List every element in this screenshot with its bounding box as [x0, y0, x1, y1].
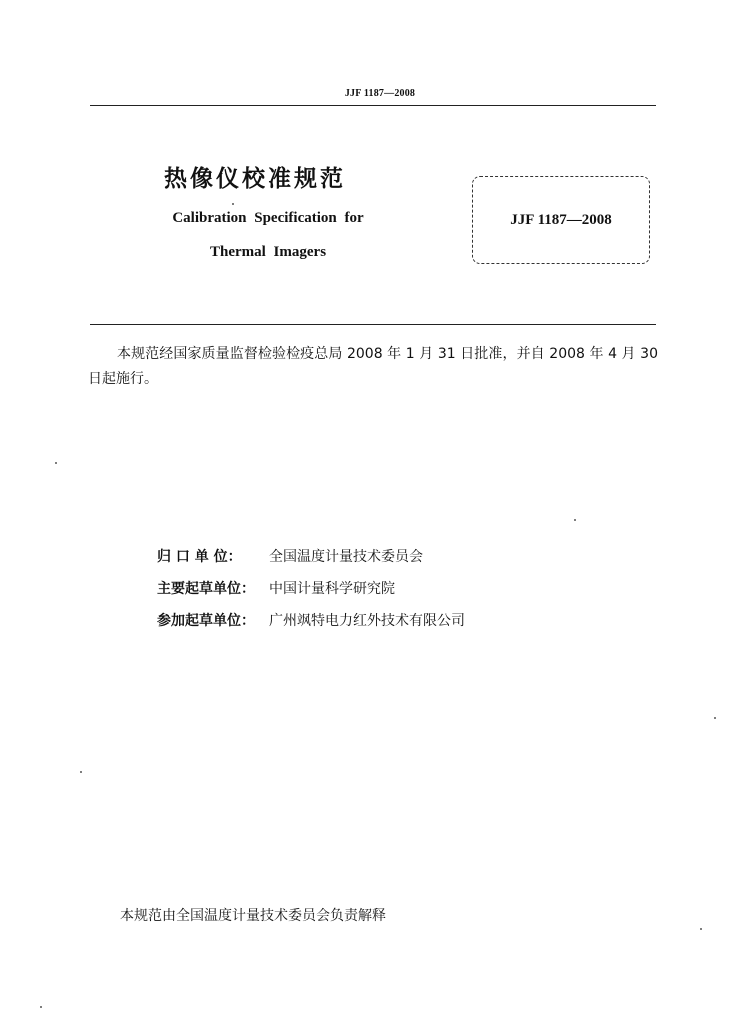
header-standard-code: JJF 1187—2008	[344, 88, 416, 99]
unit-row-participating-drafter	[157, 610, 465, 642]
title-chinese: 热像仪校准规范	[164, 166, 346, 192]
title-divider	[90, 324, 656, 325]
unit-label: 归 口 单 位：	[157, 549, 242, 565]
scan-speck	[574, 519, 576, 521]
unit-label: 主要起草单位：	[157, 581, 255, 597]
unit-value: 广州飒特电力红外技术有限公司	[269, 613, 465, 629]
title-english-line-2: Thermal Imagers	[209, 244, 327, 260]
unit-value: 中国计量科学研究院	[269, 581, 395, 597]
scan-speck	[232, 203, 234, 205]
scan-speck	[55, 462, 57, 464]
approval-statement	[88, 342, 658, 392]
unit-label: 参加起草单位：	[157, 613, 255, 629]
scan-speck	[714, 717, 716, 719]
scan-speck	[700, 928, 702, 930]
unit-row-main-drafter	[157, 578, 465, 610]
approval-text: 本规范经国家质量监督检验检疫总局 2008 年 1 月 31 日批准，并自 2008 年 4 月 30 日起施行。	[88, 346, 658, 387]
header-divider	[90, 105, 656, 106]
interpretation-note: 本规范由全国温度计量技术委员会负责解释	[120, 908, 386, 924]
unit-row-responsible	[157, 546, 465, 578]
scan-speck	[40, 1006, 42, 1008]
unit-value: 全国温度计量技术委员会	[269, 549, 423, 565]
scan-speck	[80, 771, 82, 773]
title-english-line-1: Calibration Specification for	[172, 210, 364, 226]
standard-code-box-text: JJF 1187—2008	[510, 212, 612, 228]
drafting-units	[157, 546, 465, 642]
